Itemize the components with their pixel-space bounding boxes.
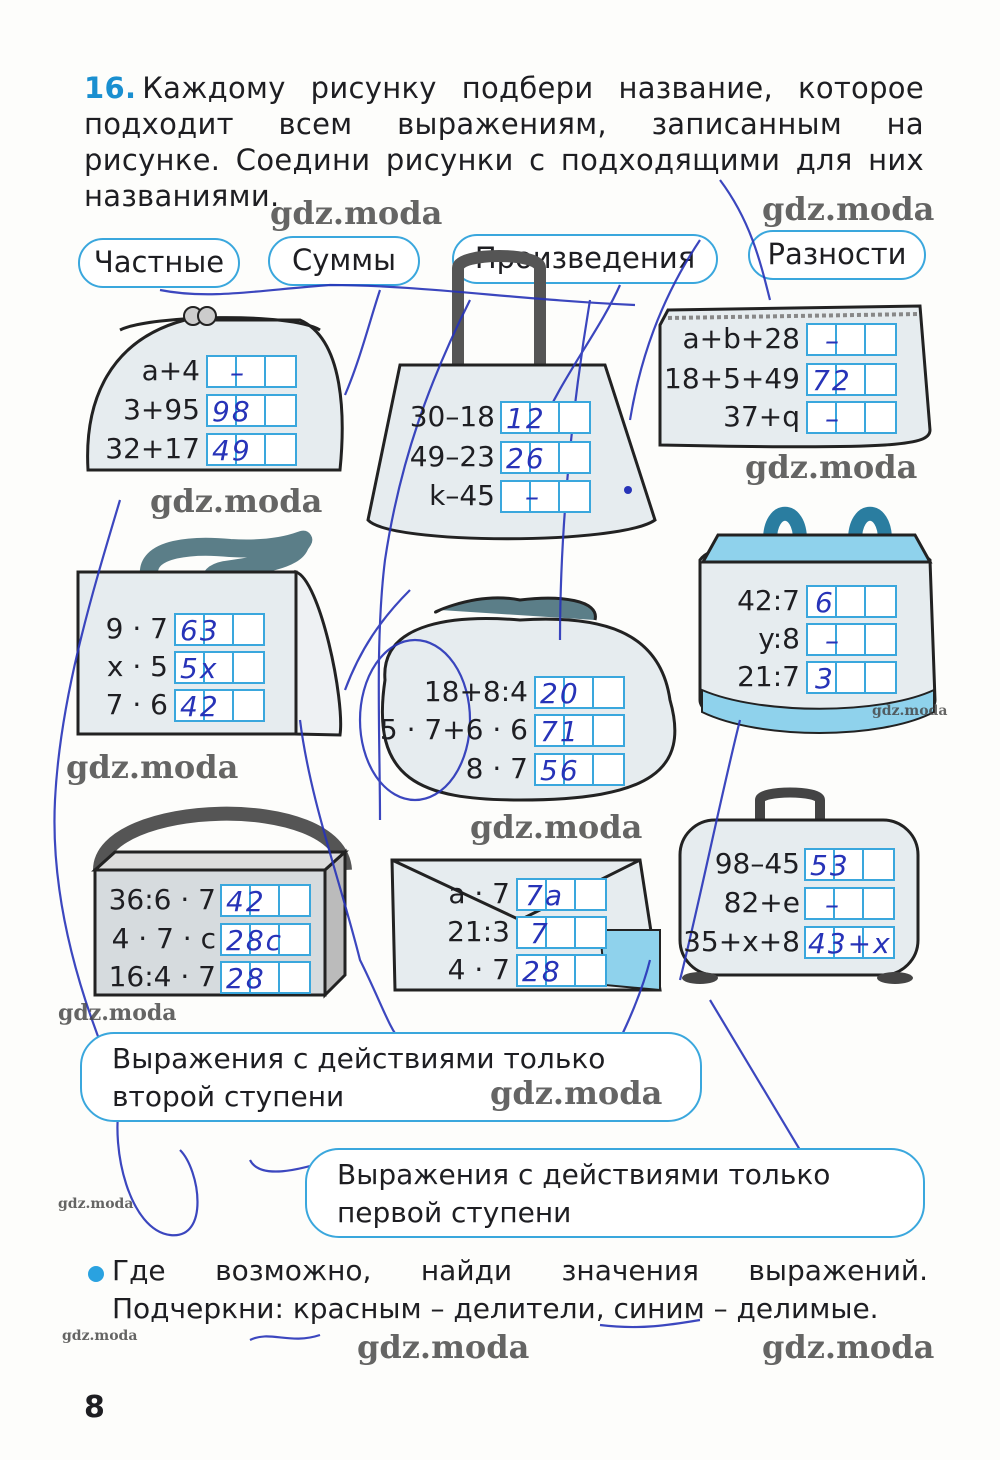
bag8-answer-1: 7a	[525, 879, 564, 912]
bag2-answer-1: 12	[506, 402, 546, 435]
bag8-expr-2: 21:3	[447, 915, 510, 948]
bottom-task: Где возможно, найди значения выражений. Подчеркни: красным – делители, синим – делимые.	[112, 1254, 928, 1325]
watermark: gdz.moda	[762, 190, 935, 228]
bag6-cells-2[interactable]	[806, 623, 897, 656]
bag4-expr-2: x · 5	[106, 650, 168, 683]
bag3-expr-1: a+b+28	[682, 322, 800, 355]
bag6-answer-2: –	[825, 624, 841, 657]
bag3-cells-3[interactable]	[806, 401, 897, 434]
bag9-answer-1: 53	[810, 849, 850, 882]
bag3-expr-2: 18+5+49	[664, 362, 800, 395]
bag2-expr-2: 49–23	[409, 440, 495, 473]
bag6-answer-1: 6	[815, 586, 835, 619]
task-number: 16.	[84, 71, 137, 105]
bag6-answer-3: 3	[815, 662, 835, 695]
label-text: Произведения	[474, 241, 696, 275]
bag9-expr-1: 98–45	[714, 847, 800, 880]
bag8-answer-2: 7	[530, 917, 550, 950]
bag6-expr-2: y:8	[758, 622, 800, 655]
watermark: gdz.moda	[745, 448, 918, 486]
bag5-expr-2: 5 · 7+6 · 6	[379, 713, 528, 746]
bag1-expr-1: a+4	[141, 354, 200, 387]
bag3-answer-2: 72	[812, 364, 852, 397]
bag8-answer-3: 28	[522, 955, 562, 988]
bag2-expr-1: 30–18	[409, 400, 495, 433]
bag5-answer-2: 71	[540, 715, 580, 748]
watermark: gdz.moda	[66, 748, 239, 786]
bag8-expr-3: 4 · 7	[447, 953, 510, 986]
bag2-answer-2: 26	[506, 442, 546, 475]
bag7-answer-1: 42	[226, 885, 266, 918]
label-text: Суммы	[291, 243, 397, 277]
bag5-expr-3: 8 · 7	[465, 752, 528, 785]
bag5-answer-1: 20	[540, 677, 580, 710]
bag1-expr-2: 3+95	[123, 393, 200, 426]
bag3-answer-1: –	[825, 324, 841, 357]
bag7-answer-3: 28	[226, 962, 266, 995]
bag5-answer-3: 56	[540, 754, 580, 787]
bullet-icon	[88, 1266, 104, 1282]
bag9-answer-3: 43+x	[808, 927, 892, 960]
bag9-cells-2[interactable]	[804, 887, 895, 920]
watermark: gdz.moda	[270, 194, 443, 232]
bag7-answer-2: 28c	[226, 924, 284, 957]
watermark: gdz.moda	[62, 1328, 138, 1344]
bag7-expr-3: 16:4 · 7	[108, 960, 216, 993]
watermark: gdz.moda	[762, 1328, 935, 1366]
box-second-stage-text: Выражения с действиями только второй ступени	[112, 1042, 606, 1113]
page-number: 8	[84, 1390, 105, 1425]
bag2-cells-3[interactable]	[500, 480, 591, 513]
watermark: gdz.moda	[58, 1196, 134, 1212]
label-text: Разности	[767, 237, 907, 271]
bag4-answer-1: 63	[180, 614, 220, 647]
bag4-expr-1: 9 · 7	[105, 612, 168, 645]
watermark: gdz.moda	[490, 1074, 663, 1112]
bag5-expr-1: 18+8:4	[423, 675, 528, 708]
bag1-expr-3: 32+17	[105, 432, 200, 465]
watermark: gdz.moda	[357, 1328, 530, 1366]
box-first-stage[interactable]	[305, 1148, 925, 1238]
bag2-expr-3: k–45	[429, 479, 495, 512]
bag6-expr-3: 21:7	[737, 660, 800, 693]
watermark: gdz.moda	[470, 808, 643, 846]
bag4-expr-3: 7 · 6	[105, 688, 168, 721]
bag6-expr-1: 42:7	[737, 584, 800, 617]
bag9-expr-3: 35+x+8	[683, 925, 800, 958]
watermark: gdz.moda	[58, 1000, 177, 1026]
bag1-answer-3: 49	[212, 434, 252, 467]
bag4-answer-3: 42	[180, 690, 220, 723]
bag1-cells-1[interactable]	[206, 355, 297, 388]
bag3-answer-3: –	[825, 402, 841, 435]
bag1-answer-2: 98	[212, 395, 252, 428]
bag3-expr-3: 37+q	[723, 400, 800, 433]
box-first-stage-text: Выражения с действиями только первой ступени	[337, 1158, 831, 1229]
label-text: Частные	[93, 245, 225, 279]
bag4-answer-2: 5x	[180, 652, 219, 685]
task-body: Каждому рисунку подбери название, которое подходит всем выражениям, записанным на рисунке. Соедини рисунки с подходящими для них названиями.	[84, 71, 924, 213]
bag9-expr-2: 82+e	[723, 886, 800, 919]
bag1-answer-1: –	[230, 356, 246, 389]
bag2-answer-3: –	[525, 480, 541, 513]
watermark: gdz.moda	[150, 482, 323, 520]
bag3-cells-1[interactable]	[806, 323, 897, 356]
bag8-expr-1: a · 7	[448, 877, 510, 910]
bag7-expr-1: 36:6 · 7	[108, 883, 216, 916]
watermark: gdz.moda	[872, 703, 948, 719]
bag9-answer-2: –	[825, 888, 841, 921]
bag7-expr-2: 4 · 7 · c	[111, 922, 216, 955]
